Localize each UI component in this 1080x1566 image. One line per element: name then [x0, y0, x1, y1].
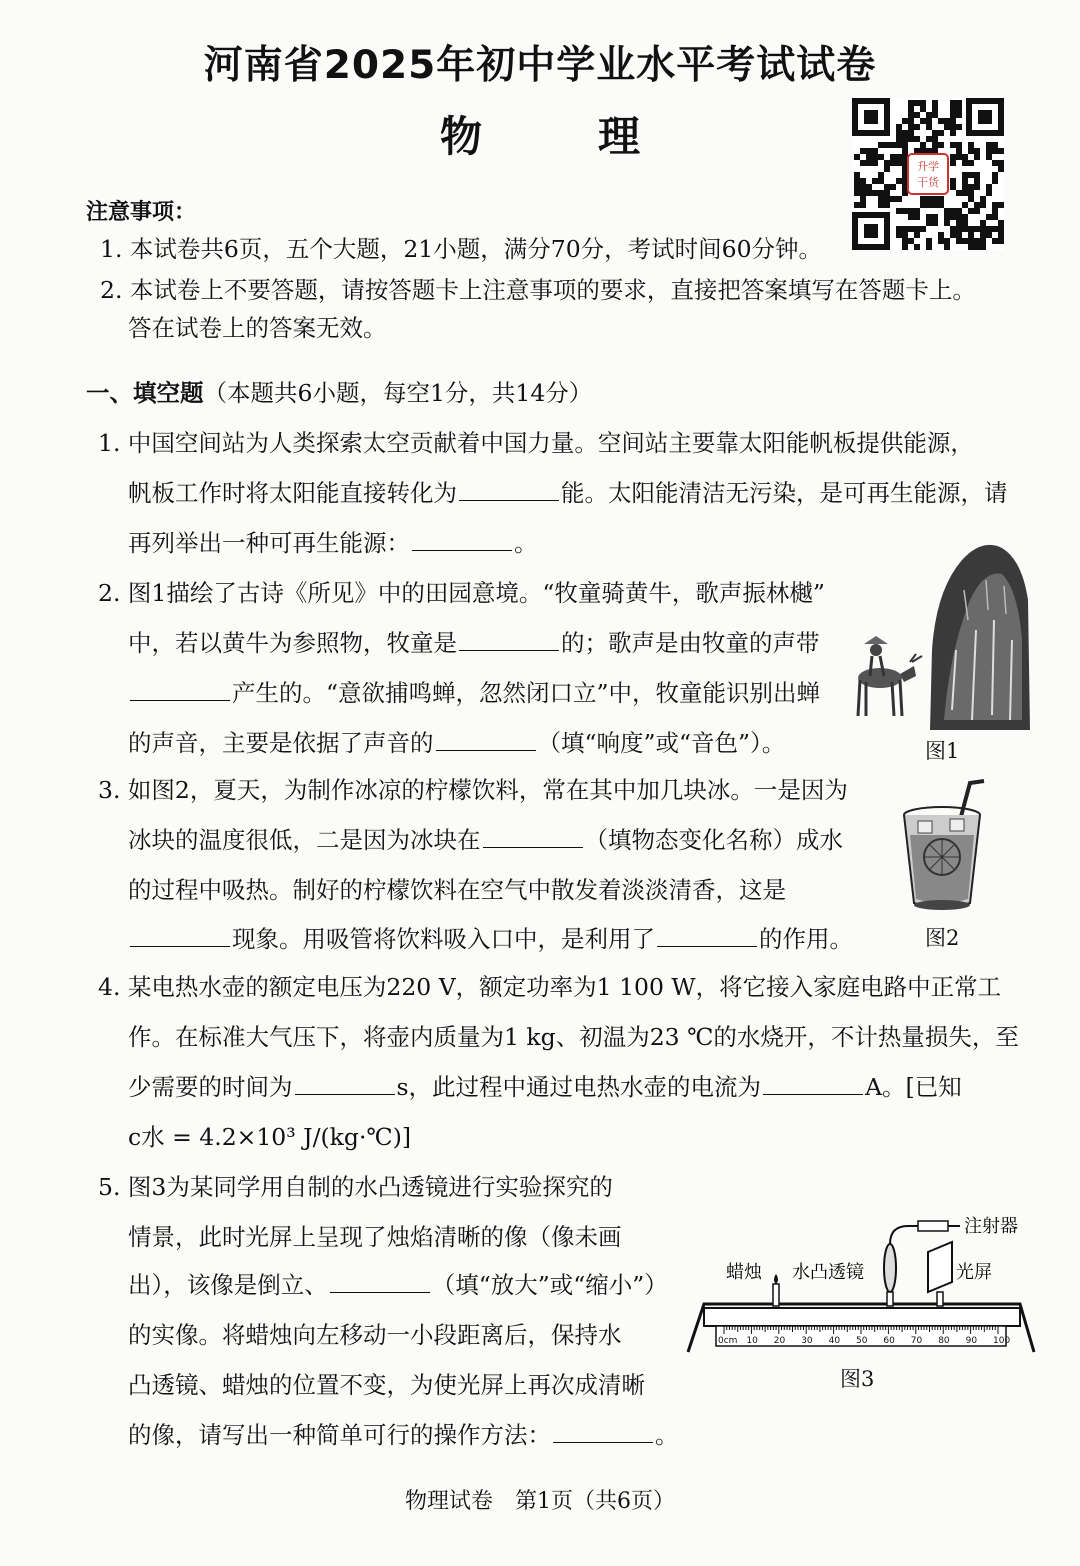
subject-char-2: 理 — [598, 112, 641, 161]
q3-line-4: 现象。用吸管将饮料吸入口中，是利用了 的作用。 — [128, 924, 853, 954]
q1-line-3: 再列举出一种可再生能源： 。 — [128, 529, 538, 557]
q4-line-2: 作。在标准大气压下，将壶内质量为1 kg、初温为23 ℃的水烧开，不计热量损失，至 — [128, 1023, 1019, 1051]
ruler-tick-label: 0cm — [718, 1336, 738, 1346]
figure-2-glass-illustration — [898, 775, 998, 915]
q5-line-5: 凸透镜、蜡烛的位置不变，为使光屏上再次成清晰 — [128, 1371, 645, 1399]
ruler-tick-label: 10 — [746, 1336, 758, 1346]
q5-line-3: 出），该像是倒立、 （填“放大”或“缩小”） — [128, 1271, 668, 1299]
figure-1-caption: 图1 — [925, 739, 960, 763]
q1-line-2: 帆板工作时将太阳能直接转化为 能。太阳能清洁无污染，是可再生能源，请 — [128, 479, 1008, 507]
answer-blank — [130, 678, 230, 701]
label-candle: 蜡烛 — [726, 1262, 762, 1283]
q3-line-1: 3. 如图2，夏天，为制作冰凉的柠檬饮料，常在其中加几块冰。一是因为 — [98, 776, 848, 804]
ruler-tick-label: 50 — [856, 1336, 868, 1346]
qr-code-icon — [852, 98, 1004, 250]
answer-blank — [330, 1270, 430, 1293]
q5-line-2: 情景，此时光屏上呈现了烛焰清晰的像（像未画 — [128, 1223, 622, 1251]
qr-seal-text-1: 升学 — [917, 160, 939, 173]
q5-line-4: 的实像。将蜡烛向左移动一小段距离后，保持水 — [128, 1321, 622, 1349]
notice-item-2: 2. 本试卷上不要答题，请按答题卡上注意事项的要求，直接把答案填写在答题卡上。 — [100, 276, 976, 304]
answer-blank — [657, 924, 757, 947]
page-footer: 物理试卷 第1页（共6页） — [405, 1489, 675, 1514]
notice-heading: 注意事项： — [86, 200, 197, 225]
answer-blank — [412, 528, 512, 551]
answer-blank — [483, 825, 583, 848]
q4-line-4: c水 = 4.2×10³ J/(kg·℃)] — [128, 1123, 412, 1151]
q2-line-4: 的声音，主要是依据了声音的 （填“响度”或“音色”）。 — [128, 729, 786, 757]
notice-item-2-cont: 答在试卷上的答案无效。 — [128, 314, 387, 342]
q2-line-2: 中，若以黄牛为参照物，牧童是 的；歌声是由牧童的声带 — [128, 629, 820, 657]
section1-note: （本题共6小题，每空1分，共14分） — [203, 379, 593, 407]
q4-line-1: 4. 某电热水壶的额定电压为220 V，额定功率为1 100 W，将它接入家庭电路中正常工 — [98, 973, 1002, 1001]
ruler-tick-label: 30 — [801, 1336, 813, 1346]
exam-title: 河南省2025年初中学业水平考试试卷 — [203, 43, 877, 88]
ruler-tick-label: 90 — [965, 1336, 978, 1346]
q2-line-1: 2. 图1描绘了古诗《所见》中的田园意境。“牧童骑黄牛，歌声振林樾” — [98, 579, 825, 607]
ruler-tick-label: 40 — [828, 1336, 841, 1346]
figure-3-caption: 图3 — [840, 1367, 875, 1391]
label-water-lens: 水凸透镜 — [792, 1262, 864, 1283]
answer-blank — [553, 1420, 653, 1443]
qr-seal-text-2: 干货 — [917, 176, 939, 189]
ruler-tick-label: 100 — [993, 1336, 1011, 1346]
section1-heading — [86, 378, 592, 408]
answer-blank — [459, 478, 559, 501]
label-light-screen: 光屏 — [956, 1262, 992, 1283]
q3-line-2: 冰块的温度很低，二是因为冰块在 （填物态变化名称）成水 — [128, 826, 843, 854]
answer-blank — [459, 628, 559, 651]
q5-line-1: 5. 图3为某同学用自制的水凸透镜进行实验探究的 — [98, 1173, 613, 1201]
subject-char-1: 物 — [439, 112, 482, 161]
q2-line-3: 产生的。“意欲捕鸣蝉，忽然闭口立”中，牧童能识别出蝉 — [128, 678, 820, 708]
ruler-tick-label: 60 — [883, 1336, 895, 1346]
q4-line-3: 少需要的时间为 s，此过程中通过电热水壶的电流为 A。[已知 — [128, 1073, 962, 1101]
notice-item-1: 1. 本试卷共6页，五个大题，21小题，满分70分，考试时间60分钟。 — [100, 235, 823, 263]
ruler-tick-label: 70 — [910, 1336, 923, 1346]
figure-2-caption: 图2 — [925, 926, 960, 950]
section1-title: 一、填空题 — [86, 379, 204, 407]
q5-line-6: 的像，请写出一种简单可行的操作方法： 。 — [128, 1421, 679, 1449]
ruler-tick-label: 20 — [773, 1336, 786, 1346]
answer-blank — [295, 1072, 395, 1095]
q1-line-1: 1. 中国空间站为人类探索太空贡献着中国力量。空间站主要靠太阳能帆板提供能源， — [98, 429, 974, 457]
figure-1-illustration — [852, 530, 1032, 730]
answer-blank — [763, 1072, 863, 1095]
q3-line-3: 的过程中吸热。制好的柠檬饮料在空气中散发着淡淡清香，这是 — [128, 876, 786, 904]
figure-3-optical-bench — [686, 1212, 1036, 1357]
answer-blank — [130, 924, 230, 947]
label-syringe: 注射器 — [964, 1216, 1018, 1237]
ruler-tick-label: 80 — [938, 1336, 950, 1346]
answer-blank — [436, 728, 536, 751]
